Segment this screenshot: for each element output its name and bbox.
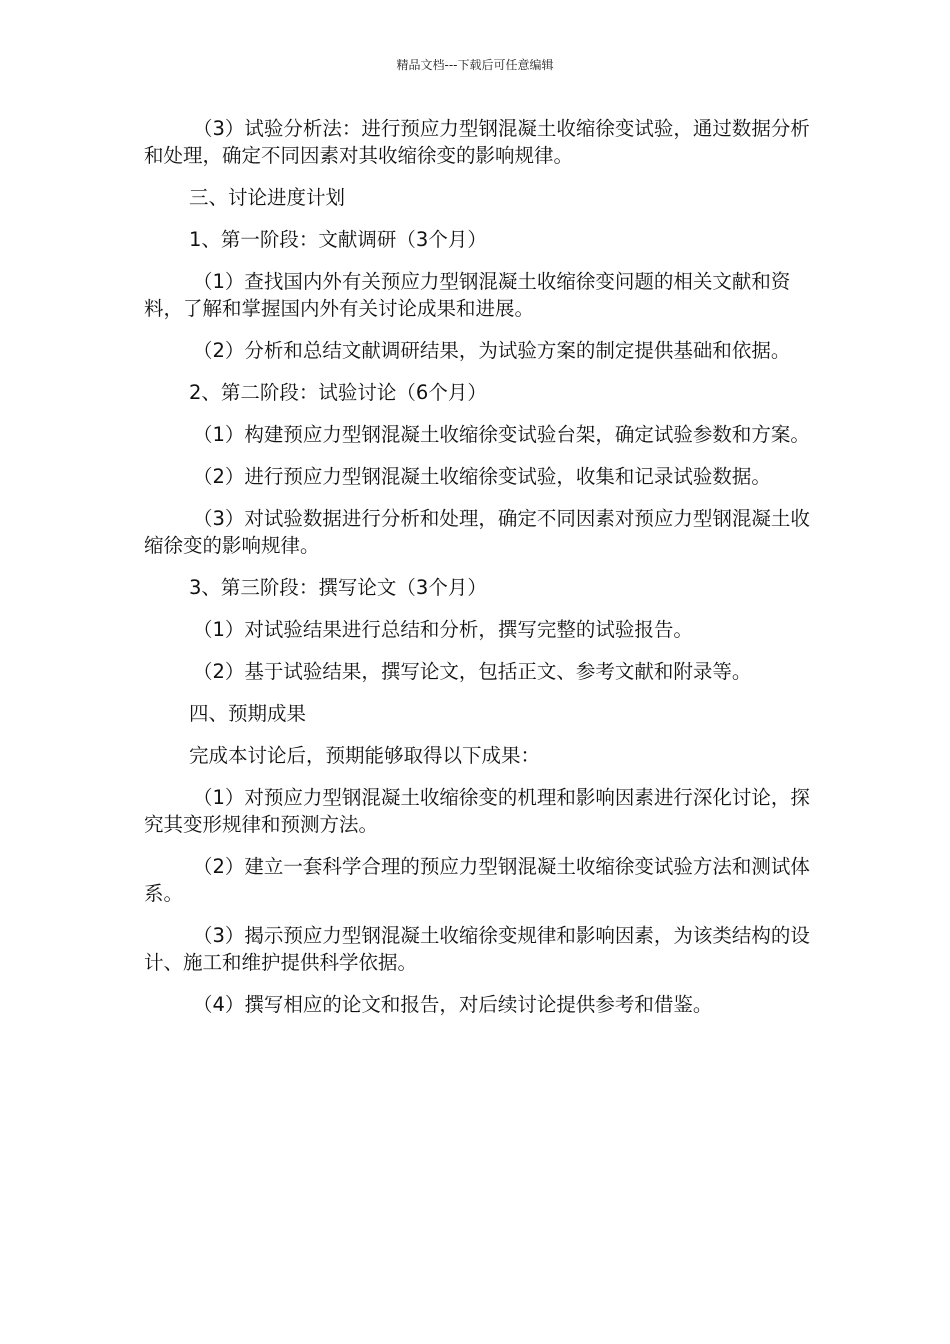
document-body [144,115,824,1033]
stage2-item-2: （2）进行预应力型钢混凝土收缩徐变试验，收集和记录试验数据。 [193,465,771,488]
stage-heading-1: 1、第一阶段：文献调研（3个月） [189,228,487,251]
outcome-item-2: （2）建立一套科学合理的预应力型钢混凝土收缩徐变试验方法和测试体系。 [144,855,810,905]
outcome-item-4: （4）撰写相应的论文和报告，对后续讨论提供参考和借鉴。 [193,993,713,1016]
stage1-item-1: （1）查找国内外有关预应力型钢混凝土收缩徐变问题的相关文献和资料，了解和掌握国内外有关讨论成果和进展。 [144,270,791,320]
stage-heading-3: 3、第三阶段：撰写论文（3个月） [189,576,487,599]
stage3-item-2: （2）基于试验结果，撰写论文，包括正文、参考文献和附录等。 [193,660,752,683]
stage1-item-2: （2）分析和总结文献调研结果，为试验方案的制定提供基础和依据。 [193,339,791,362]
paragraph-method-3: （3）试验分析法：进行预应力型钢混凝土收缩徐变试验，通过数据分析和处理，确定不同因素对其收缩徐变的影响规律。 [144,117,810,167]
outcome-item-1: （1）对预应力型钢混凝土收缩徐变的机理和影响因素进行深化讨论，探究其变形规律和预测方法。 [144,786,810,836]
stage-heading-2: 2、第二阶段：试验讨论（6个月） [189,381,487,404]
section-heading-schedule: 三、讨论进度计划 [189,186,346,209]
outcome-item-3: （3）揭示预应力型钢混凝土收缩徐变规律和影响因素，为该类结构的设计、施工和维护提供科学依据。 [144,924,810,974]
outcomes-intro: 完成本讨论后，预期能够取得以下成果： [189,744,541,767]
stage2-item-3: （3）对试验数据进行分析和处理，确定不同因素对预应力型钢混凝土收缩徐变的影响规律。 [144,507,810,557]
stage2-item-1: （1）构建预应力型钢混凝土收缩徐变试验台架，确定试验参数和方案。 [193,423,810,446]
page-header: 精品文档---下载后可任意编辑 [396,58,554,72]
section-heading-outcomes: 四、预期成果 [189,702,307,725]
stage3-item-1: （1）对试验结果进行总结和分析，撰写完整的试验报告。 [193,618,693,641]
